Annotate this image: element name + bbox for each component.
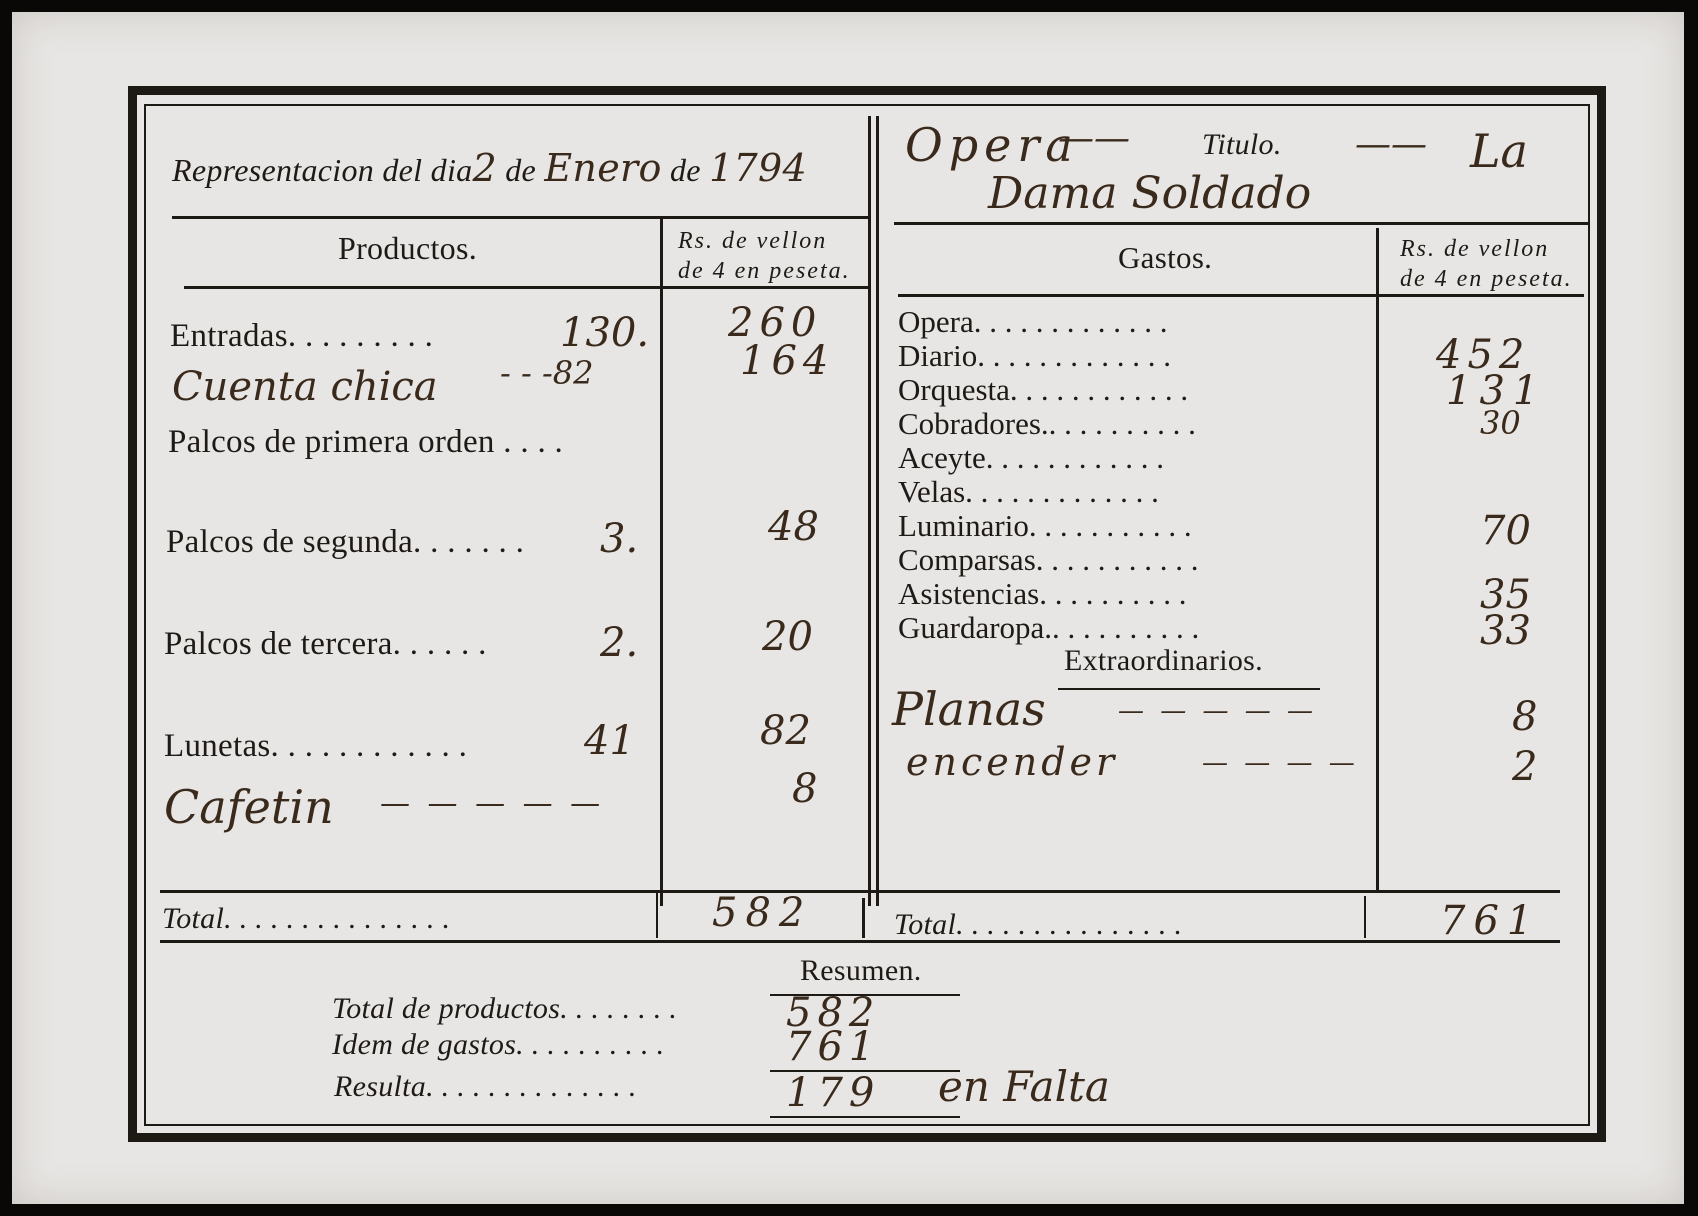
- gastos-total-value: 761: [1440, 898, 1541, 944]
- producto-value: 82: [760, 708, 811, 754]
- gastos-unit-line-2: de 4 en peseta.: [1400, 266, 1573, 292]
- producto-label: Palcos de primera orden . . . .: [168, 424, 564, 460]
- rule-header-left: [172, 216, 870, 219]
- resumen-value: 761: [786, 1024, 881, 1070]
- gasto-value: 131: [1446, 368, 1547, 414]
- productos-unit-line-1: Rs. de vellon: [678, 228, 828, 254]
- producto-qty: 3.: [600, 516, 639, 562]
- gastos-heading: Gastos.: [1118, 240, 1213, 275]
- date-year: 1794: [709, 146, 807, 190]
- producto-label: Cuenta chica: [172, 364, 438, 410]
- gasto-value: 452: [1436, 332, 1531, 378]
- rule-total-right-sep: [1364, 896, 1366, 938]
- producto-value: 20: [762, 614, 813, 660]
- gasto-value: 30: [1480, 404, 1521, 442]
- genre-handwritten: Opera: [905, 118, 1079, 172]
- extra-gasto-value: 2: [1512, 744, 1538, 790]
- gasto-label: Asistencias. . . . . . . . . .: [898, 576, 1187, 611]
- productos-heading: Productos.: [338, 230, 477, 266]
- performance-date-line: [172, 146, 807, 190]
- titulo-label: Titulo.: [1202, 128, 1282, 161]
- resumen-label: Total de productos. . . . . . . .: [332, 992, 678, 1025]
- producto-value: 260: [728, 300, 823, 346]
- productos-total-label: Total. . . . . . . . . . . . . . .: [162, 902, 451, 935]
- producto-qty: 130.: [560, 310, 650, 356]
- rule-gastos-head: [898, 294, 1584, 297]
- producto-qty: - - -82: [500, 354, 594, 392]
- rule-header-right: [894, 222, 1588, 225]
- producto-qty: 2.: [600, 620, 639, 666]
- gasto-value: 35: [1480, 572, 1531, 618]
- extra-gasto-dashes: — — — — —: [1118, 696, 1318, 726]
- producto-label: Lunetas. . . . . . . . . . . .: [164, 728, 468, 764]
- resumen-note: en Falta: [938, 1062, 1110, 1111]
- productos-unit-line-2: de 4 en peseta.: [678, 258, 851, 284]
- rule-center-divider-a: [868, 116, 871, 906]
- title-article: La: [1470, 124, 1528, 178]
- rule-total-top: [160, 890, 1560, 893]
- gasto-label: Cobradores.. . . . . . . . . .: [898, 406, 1196, 441]
- rule-productos-head: [184, 286, 870, 289]
- rule-center-divider-b: [876, 116, 879, 906]
- gastos-unit-line-1: Rs. de vellon: [1400, 236, 1550, 262]
- rule-extraordinarios: [1058, 688, 1320, 690]
- title-dash-2: ——: [1355, 124, 1427, 165]
- resumen-value: 179: [786, 1070, 881, 1116]
- title-handwritten: Dama Soldado: [988, 168, 1312, 219]
- rule-total-bottom: [160, 940, 1560, 943]
- resumen-label: Resulta. . . . . . . . . . . . . .: [334, 1070, 637, 1103]
- rule-resumen-bottom: [770, 1116, 960, 1118]
- gasto-value: 70: [1480, 508, 1531, 554]
- gasto-label: Aceyte. . . . . . . . . . . .: [898, 440, 1165, 475]
- gasto-label: Velas. . . . . . . . . . . . .: [898, 474, 1159, 509]
- gasto-label: Comparsas. . . . . . . . . . .: [898, 542, 1199, 577]
- producto-qty: 41: [584, 718, 635, 764]
- date-day: 2: [472, 146, 497, 190]
- date-prefix: Representacion del dia: [172, 152, 473, 188]
- date-de-1: de: [505, 152, 537, 188]
- title-dash-1: ——: [1058, 118, 1130, 159]
- producto-value: 164: [740, 338, 835, 384]
- gasto-label: Diario. . . . . . . . . . . . .: [898, 338, 1171, 373]
- gasto-label: Guardaropa.. . . . . . . . . .: [898, 610, 1200, 645]
- rule-total-left-sep: [656, 892, 658, 938]
- gastos-total-label: Total. . . . . . . . . . . . . . .: [894, 908, 1183, 941]
- date-de-2: de: [669, 152, 701, 188]
- extra-gasto-dashes: — — — —: [1202, 748, 1359, 778]
- rule-productos-value-col: [660, 218, 663, 906]
- gasto-label: Opera. . . . . . . . . . . . .: [898, 304, 1168, 339]
- producto-label: Cafetin: [164, 780, 334, 834]
- producto-value: 48: [768, 504, 819, 550]
- resumen-label: Idem de gastos. . . . . . . . . .: [332, 1028, 665, 1061]
- gasto-label: Orquesta. . . . . . . . . . . .: [898, 372, 1189, 407]
- resumen-heading: Resumen.: [800, 954, 922, 987]
- producto-label: Palcos de tercera. . . . . .: [164, 626, 487, 662]
- resumen-value: 582: [786, 990, 881, 1036]
- producto-label: Palcos de segunda. . . . . . .: [166, 524, 525, 560]
- producto-label: Entradas. . . . . . . . .: [170, 318, 434, 354]
- rule-gastos-value-col: [1376, 228, 1379, 890]
- gasto-label: Luminario. . . . . . . . . . .: [898, 508, 1192, 543]
- extra-gasto-label: Planas: [892, 682, 1046, 736]
- extraordinarios-heading: Extraordinarios.: [1064, 644, 1263, 677]
- extra-gasto-value: 8: [1512, 694, 1538, 740]
- extra-gasto-label: encender: [906, 740, 1119, 784]
- producto-value: 8: [792, 766, 818, 812]
- gasto-value: 33: [1480, 608, 1531, 654]
- rule-total-center-sep: [862, 898, 865, 938]
- date-month: Enero: [544, 146, 662, 190]
- producto-qty: — — — — —: [380, 786, 605, 821]
- productos-total-value: 582: [712, 890, 813, 936]
